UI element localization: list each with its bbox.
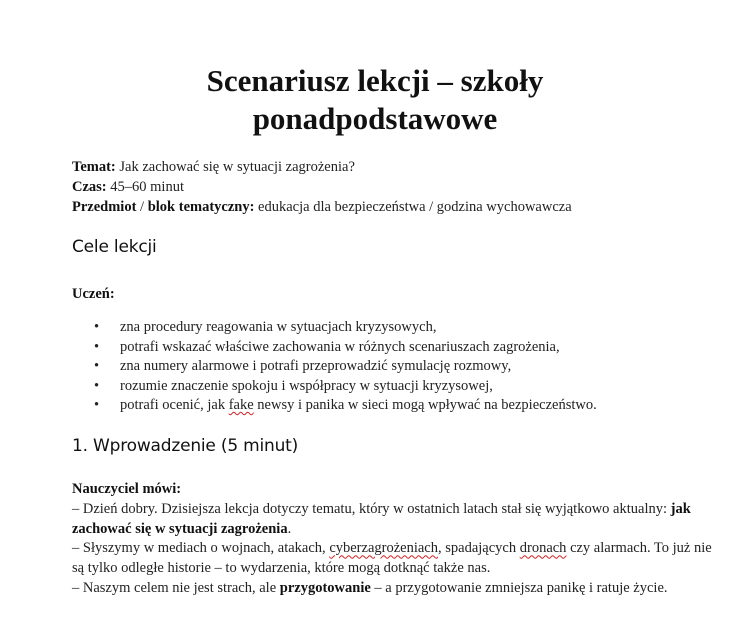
goal-text: zna numery alarmowe i potrafi przeprowadzić symulację rozmowy, xyxy=(120,358,512,374)
p3-bold: przygotowanie xyxy=(279,579,371,596)
bullet-icon: • xyxy=(94,319,100,335)
przedmiot-slash: / xyxy=(140,199,145,215)
p1-bold: jak zachować się w sytuacji zagrożenia xyxy=(72,500,691,537)
goal-text: potrafi wskazać właściwe zachowania w różnych scenariuszach zagrożenia, xyxy=(120,338,560,355)
bullet-icon: • xyxy=(94,338,100,355)
p2-text-2: , spadających xyxy=(438,540,520,557)
bullet-icon: • xyxy=(94,358,100,374)
goal-text: rozumie znaczenie spokoju i współpracy w sytuacji kryzysowej, xyxy=(120,377,493,394)
list-item xyxy=(72,396,712,416)
list-item xyxy=(72,377,712,397)
czas-value: 45–60 minut xyxy=(110,179,184,195)
temat-value: Jak zachować się w sytuacji zagrożenia? xyxy=(119,159,355,175)
meta-czas-row xyxy=(72,177,732,197)
speaker-label: Nauczyciel mówi: xyxy=(72,481,182,497)
p3-pre: – Naszym celem nie jest strach, ale xyxy=(72,579,280,596)
goal-text-pre: potrafi ocenić, jak xyxy=(120,397,229,413)
spellcheck-word: cyberzagrożeniach xyxy=(329,540,438,557)
meta-temat-row xyxy=(72,157,732,177)
lesson-meta xyxy=(72,157,732,217)
goal-text: zna procedury reagowania w sytuacjach kryzysowych, xyxy=(120,319,437,335)
spellcheck-word: fake xyxy=(228,397,254,413)
goals-list xyxy=(72,318,712,416)
p2-text-1: – Słyszymy w mediach o wojnach, atakach, xyxy=(72,540,330,557)
bullet-icon: • xyxy=(94,397,100,413)
cele-heading: Cele lekcji xyxy=(72,237,157,257)
list-item xyxy=(72,338,712,358)
title-line-1: Scenariusz lekcji – szkoły xyxy=(206,63,544,98)
list-item xyxy=(72,318,712,338)
blok-label: blok tematyczny: xyxy=(147,199,255,215)
intro-paragraph-1 xyxy=(72,500,712,540)
document-title xyxy=(70,62,680,138)
przedmiot-value: edukacja dla bezpieczeństwa / godzina wychowawcza xyxy=(258,199,572,215)
wprowadzenie-heading: 1. Wprowadzenie (5 minut) xyxy=(72,436,299,456)
p1-pre: – Dzień dobry. Dzisiejsza lekcja dotyczy tematu, który w ostatnich latach stał się wyjątkowo aktualny: xyxy=(72,500,671,517)
intro-paragraph-2 xyxy=(72,539,712,579)
spellcheck-word: dronach xyxy=(519,540,567,557)
uczen-label: Uczeń: xyxy=(72,286,115,302)
bullet-icon: • xyxy=(94,377,100,394)
p2-text-3: czy alarmach. To już nie są tylko odległe historie – to wydarzenia, które mogą dotknąć także nas. xyxy=(72,540,712,577)
intro-body xyxy=(72,480,712,599)
title-line-2: ponadpodstawowe xyxy=(252,101,498,136)
czas-label: Czas: xyxy=(72,179,107,195)
p3-post: – a przygotowanie zmniejsza panikę i ratuje życie. xyxy=(370,579,668,596)
przedmiot-label: Przedmiot xyxy=(72,199,137,215)
meta-przedmiot-row xyxy=(72,197,732,217)
temat-label: Temat: xyxy=(72,159,116,175)
list-item xyxy=(72,357,712,377)
intro-paragraph-3 xyxy=(72,579,712,599)
goal-text-post: newsy i panika w sieci mogą wpływać na bezpieczeństwo. xyxy=(253,397,597,413)
p1-post: . xyxy=(287,520,292,537)
